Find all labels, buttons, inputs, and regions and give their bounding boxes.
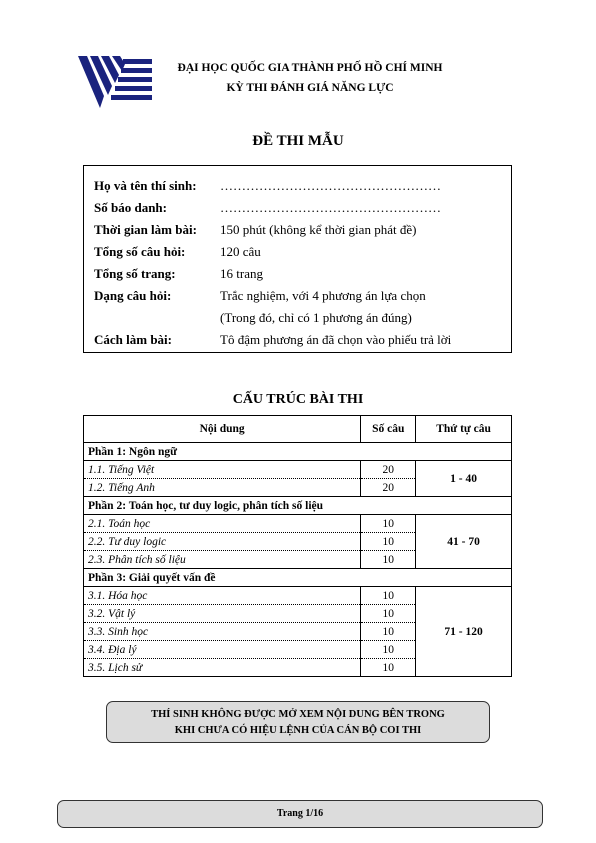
questions-label: Tổng số câu hỏi: <box>94 244 186 259</box>
item-name: 3.2. Vật lý <box>84 605 361 623</box>
part-2-order: 41 - 70 <box>416 515 512 569</box>
part-1-order: 1 - 40 <box>416 461 512 497</box>
page-title: ĐỀ THI MẪU <box>252 133 344 149</box>
pages-value: 16 trang <box>220 266 263 281</box>
table-row <box>84 461 512 479</box>
item-count: 20 <box>361 479 416 497</box>
part-3-title: Phần 3: Giải quyết vấn đề <box>84 569 512 587</box>
time-value: 150 phút (không kể thời gian phát đề) <box>220 222 417 237</box>
header-count: Số câu <box>361 416 416 443</box>
time-label: Thời gian làm bài: <box>94 222 197 237</box>
item-name: 1.2. Tiếng Anh <box>84 479 361 497</box>
item-count: 10 <box>361 515 416 533</box>
id-field: …………………………………………… <box>220 200 441 215</box>
part-3-order: 71 - 120 <box>416 587 512 677</box>
table-row <box>84 587 512 605</box>
exam-structure-table <box>83 415 512 677</box>
item-count: 10 <box>361 605 416 623</box>
type-label: Dạng câu hỏi: <box>94 288 172 303</box>
table-row <box>84 515 512 533</box>
item-name: 2.2. Tư duy logic <box>84 533 361 551</box>
id-label: Số báo danh: <box>94 200 167 215</box>
exam-name: KỲ THI ĐÁNH GIÁ NĂNG LỰC <box>226 82 394 94</box>
part-1-title: Phần 1: Ngôn ngữ <box>84 443 512 461</box>
item-count: 20 <box>361 461 416 479</box>
name-field: …………………………………………… <box>220 178 441 193</box>
method-label: Cách làm bài: <box>94 332 172 347</box>
university-name: ĐẠI HỌC QUỐC GIA THÀNH PHỐ HỒ CHÍ MINH <box>177 62 443 74</box>
item-name: 3.1. Hóa học <box>84 587 361 605</box>
item-name: 3.5. Lịch sử <box>84 659 361 677</box>
item-name: 3.4. Địa lý <box>84 641 361 659</box>
structure-title: CẤU TRÚC BÀI THI <box>232 392 364 407</box>
part-row <box>84 569 512 587</box>
pages-label: Tổng số trang: <box>94 266 176 281</box>
item-name: 2.1. Toán học <box>84 515 361 533</box>
item-name: 3.3. Sinh học <box>84 623 361 641</box>
exam-notice-box <box>106 701 490 743</box>
item-count: 10 <box>361 551 416 569</box>
method-value: Tô đậm phương án đã chọn vào phiếu trả lời <box>220 332 452 347</box>
candidate-info-box <box>83 165 512 353</box>
questions-value: 120 câu <box>220 244 261 259</box>
header-order: Thứ tự câu <box>416 416 512 443</box>
name-label: Họ và tên thí sinh: <box>94 178 197 193</box>
header-content: Nội dung <box>84 416 361 443</box>
part-row <box>84 497 512 515</box>
item-count: 10 <box>361 623 416 641</box>
vnu-hcm-logo-icon <box>78 56 152 108</box>
item-count: 10 <box>361 641 416 659</box>
part-row <box>84 443 512 461</box>
page-number: Trang 1/16 <box>276 808 324 819</box>
page-footer <box>57 800 543 828</box>
item-name: 2.3. Phân tích số liệu <box>84 551 361 569</box>
notice-line-2: KHI CHƯA CÓ HIỆU LỆNH CỦA CÁN BỘ COI THI <box>174 725 422 736</box>
item-count: 10 <box>361 659 416 677</box>
item-name: 1.1. Tiếng Việt <box>84 461 361 479</box>
notice-line-1: THÍ SINH KHÔNG ĐƯỢC MỞ XEM NỘI DUNG BÊN TRONG <box>151 709 445 720</box>
item-count: 10 <box>361 533 416 551</box>
part-2-title: Phần 2: Toán học, tư duy logic, phân tích số liệu <box>84 497 512 515</box>
type-value-note: (Trong đó, chỉ có 1 phương án đúng) <box>220 310 412 325</box>
item-count: 10 <box>361 587 416 605</box>
table-header-row <box>84 416 512 443</box>
type-value: Trắc nghiệm, với 4 phương án lựa chọn <box>220 288 426 303</box>
